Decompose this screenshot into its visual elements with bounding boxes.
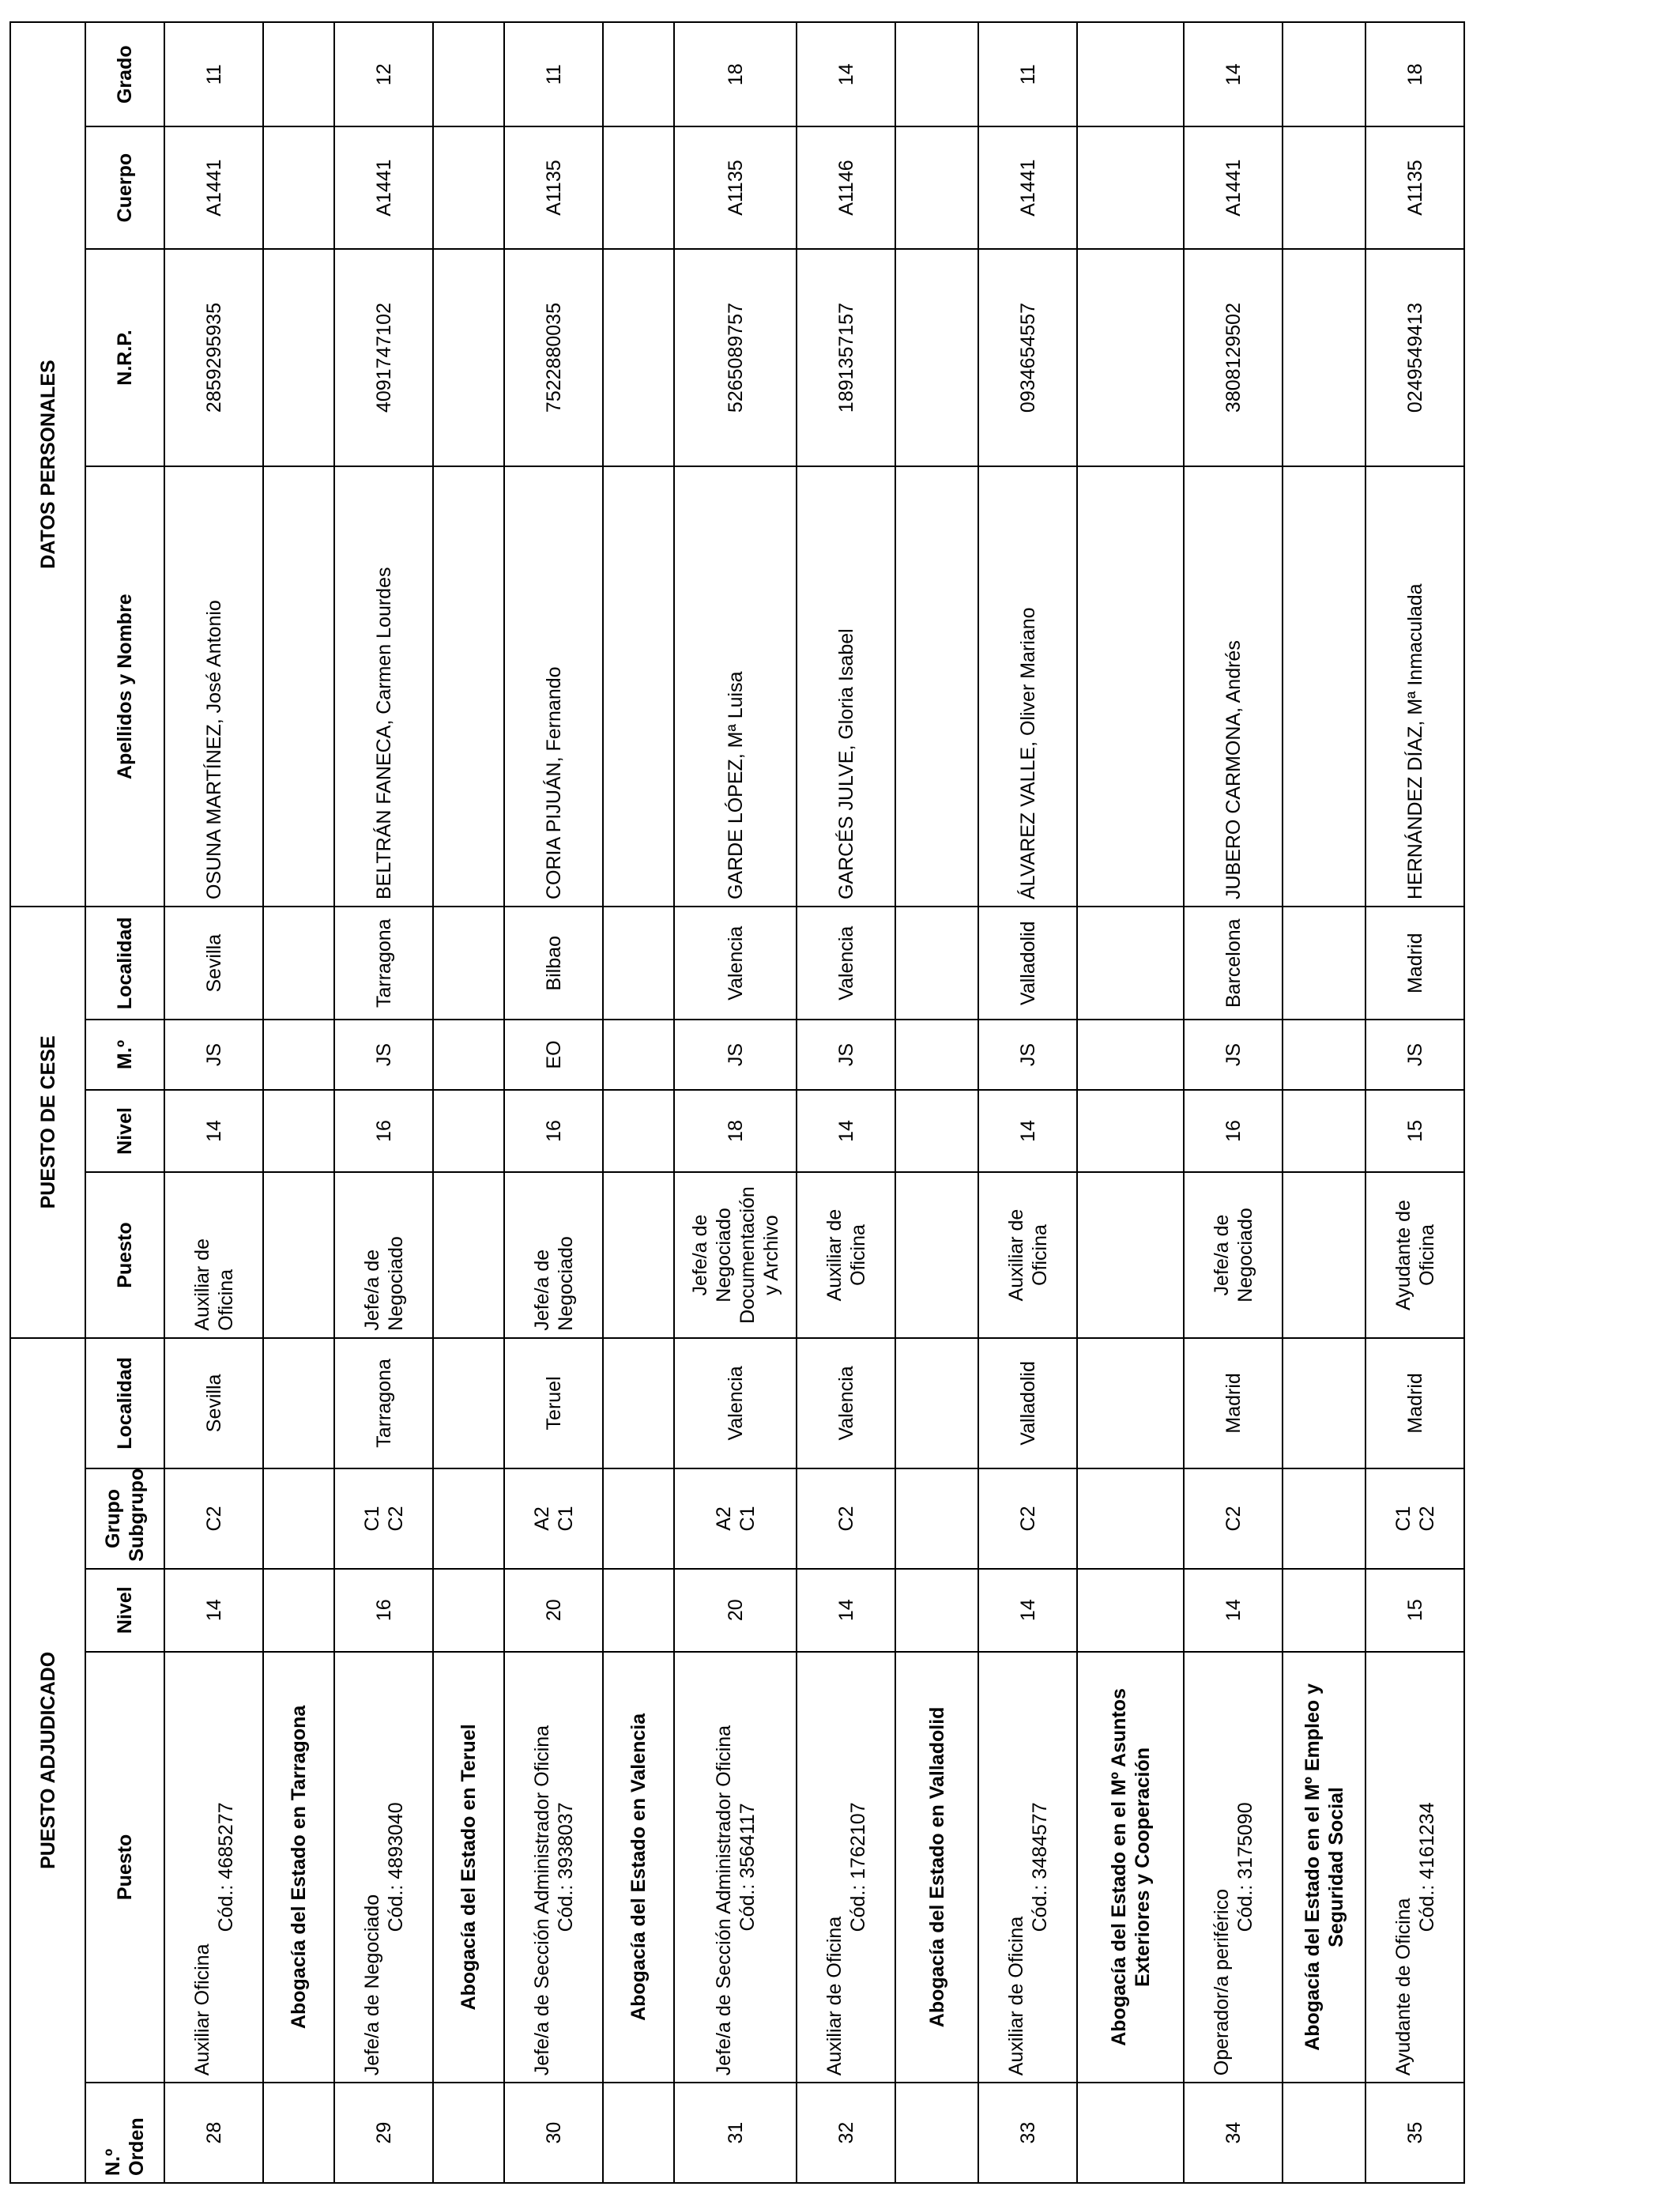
puesto-name: Ayudante de Oficina <box>1392 1898 1414 2076</box>
cese-localidad-cell: Bilbao <box>504 907 603 1020</box>
grupo-2: C1 <box>554 1506 577 1532</box>
cese-nivel-cell: 16 <box>504 1090 603 1173</box>
nrp-cell: 0249549413 <box>1365 249 1464 467</box>
grado-cell: 11 <box>978 22 1077 126</box>
org-row <box>895 22 978 2183</box>
cese-puesto-cell: Jefe/a de Negociado Documentación y Archivo <box>674 1172 797 1337</box>
puesto-name: Auxiliar Oficina <box>190 1943 213 2076</box>
localidad-cell: Madrid <box>1184 1338 1283 1468</box>
header-puesto: Puesto <box>85 1652 164 2083</box>
rotated-page <box>9 21 1438 2184</box>
org-title: Abogacía del Estado en Tarragona <box>263 1652 334 2083</box>
header-localidad: Localidad <box>85 1338 164 1468</box>
puesto-cell <box>1184 1652 1283 2083</box>
org-title: Abogacía del Estado en Teruel <box>433 1652 504 2083</box>
cese-m-cell: EO <box>504 1020 603 1089</box>
nivel-cell: 20 <box>674 1569 797 1652</box>
puesto-cell <box>978 1652 1077 2083</box>
grupo-cell <box>504 1468 603 1569</box>
cese-localidad-cell: Sevilla <box>164 907 263 1020</box>
cese-puesto-cell: Auxiliar de Oficina <box>978 1172 1077 1337</box>
grado-cell: 14 <box>1184 22 1283 126</box>
nrp-cell: 1891357157 <box>797 249 895 467</box>
cese-nivel-cell: 15 <box>1365 1090 1464 1173</box>
orden-cell: 33 <box>978 2083 1077 2183</box>
orden-cell: 35 <box>1365 2083 1464 2183</box>
header-nombre: Apellidos y Nombre <box>85 466 164 907</box>
grupo-cell <box>797 1468 895 1569</box>
cese-m-cell: JS <box>164 1020 263 1089</box>
nombre-cell: HERNÁNDEZ DÍAZ, Mª Inmaculada <box>1365 466 1464 907</box>
nrp-cell: 7522880035 <box>504 249 603 467</box>
cuerpo-cell: A1441 <box>1184 126 1283 248</box>
org-row <box>263 22 334 2183</box>
grupo-2: C2 <box>384 1506 407 1532</box>
puesto-code: Cód.: 4161234 <box>1415 1802 1438 1932</box>
cese-puesto-cell: Jefe/a de Negociado <box>1184 1172 1283 1337</box>
cese-localidad-cell: Tarragona <box>334 907 433 1020</box>
localidad-cell: Valencia <box>797 1338 895 1468</box>
org-title: Abogacía del Estado en el Mº Asuntos Exteriores y Cooperación <box>1077 1652 1184 2083</box>
puesto-cell <box>674 1652 797 2083</box>
nombre-cell: GARDE LÓPEZ, Mª Luisa <box>674 466 797 907</box>
nivel-cell: 14 <box>164 1569 263 1652</box>
cuerpo-cell: A1135 <box>1365 126 1464 248</box>
table-row <box>674 22 797 2183</box>
cese-nivel-cell: 14 <box>978 1090 1077 1173</box>
header-cese-puesto: Puesto <box>85 1172 164 1337</box>
cuerpo-cell: A1135 <box>674 126 797 248</box>
nombre-cell: CORIA PIJUÁN, Fernando <box>504 466 603 907</box>
grupo-2: C2 <box>834 1506 857 1532</box>
localidad-cell: Teruel <box>504 1338 603 1468</box>
puesto-code: Cód.: 3564117 <box>736 1803 759 1932</box>
cuerpo-cell: A1135 <box>504 126 603 248</box>
nrp-cell: 0934654557 <box>978 249 1077 467</box>
org-title: Abogacía del Estado en el Mº Empleo y Seguridad Social <box>1283 1652 1365 2083</box>
nombre-cell: JUBERO CARMONA, Andrés <box>1184 466 1283 907</box>
localidad-cell: Madrid <box>1365 1338 1464 1468</box>
cese-m-cell: JS <box>797 1020 895 1089</box>
cese-localidad-cell: Barcelona <box>1184 907 1283 1020</box>
cese-m-cell: JS <box>674 1020 797 1089</box>
table-row <box>504 22 603 2183</box>
nrp-cell: 3808129502 <box>1184 249 1283 467</box>
grado-cell: 11 <box>164 22 263 126</box>
grado-cell: 18 <box>1365 22 1464 126</box>
nombre-cell: ÁLVAREZ VALLE, Oliver Mariano <box>978 466 1077 907</box>
cese-nivel-cell: 18 <box>674 1090 797 1173</box>
adjudication-table <box>9 21 1465 2184</box>
table-row <box>1365 22 1464 2183</box>
header-puesto-adjudicado: PUESTO ADJUDICADO <box>10 1338 85 2183</box>
header-datos-personales: DATOS PERSONALES <box>10 22 85 907</box>
grupo-1: A2 <box>712 1506 735 1531</box>
puesto-name: Auxiliar de Oficina <box>823 1916 846 2076</box>
puesto-cell <box>504 1652 603 2083</box>
header-puesto-cese: PUESTO DE CESE <box>10 907 85 1338</box>
puesto-name: Auxiliar de Oficina <box>1004 1916 1027 2076</box>
header-cuerpo: Cuerpo <box>85 126 164 248</box>
puesto-name: Jefe/a de Sección Administrador Oficina <box>712 1725 735 2076</box>
nivel-cell: 20 <box>504 1569 603 1652</box>
table-row <box>978 22 1077 2183</box>
grupo-cell <box>674 1468 797 1569</box>
orden-cell: 31 <box>674 2083 797 2183</box>
puesto-name: Jefe/a de Negociado <box>360 1894 383 2076</box>
nivel-cell: 14 <box>1184 1569 1283 1652</box>
table-row <box>164 22 263 2183</box>
grupo-2: C1 <box>736 1506 759 1532</box>
cese-nivel-cell: 16 <box>1184 1090 1283 1173</box>
nombre-cell: BELTRÁN FANECA, Carmen Lourdes <box>334 466 433 907</box>
header-cese-localidad: Localidad <box>85 907 164 1020</box>
nivel-cell: 14 <box>978 1569 1077 1652</box>
table-row <box>797 22 895 2183</box>
header-nrp: N.R.P. <box>85 249 164 467</box>
puesto-cell <box>164 1652 263 2083</box>
nombre-cell: OSUNA MARTÍNEZ, José Antonio <box>164 466 263 907</box>
header-orden: N.º Orden <box>85 2083 164 2183</box>
grupo-1: C1 <box>1392 1506 1414 1532</box>
grado-cell: 12 <box>334 22 433 126</box>
grupo-cell <box>1184 1468 1283 1569</box>
grupo-1: A2 <box>530 1506 553 1531</box>
cese-localidad-cell: Valencia <box>797 907 895 1020</box>
cuerpo-cell: A1441 <box>164 126 263 248</box>
grupo-1: C1 <box>360 1506 383 1532</box>
cese-m-cell: JS <box>1365 1020 1464 1089</box>
orden-cell: 29 <box>334 2083 433 2183</box>
header-grupo: Grupo Subgrupo <box>85 1468 164 1569</box>
puesto-name: Jefe/a de Sección Administrador Oficina <box>530 1725 553 2076</box>
org-title: Abogacía del Estado en Valladolid <box>895 1652 978 2083</box>
cese-m-cell: JS <box>978 1020 1077 1089</box>
cese-puesto-cell: Jefe/a de Negociado <box>504 1172 603 1337</box>
grupo-2: C2 <box>1415 1506 1438 1532</box>
orden-cell: 28 <box>164 2083 263 2183</box>
grupo-cell <box>978 1468 1077 1569</box>
grupo-2: C2 <box>202 1506 225 1532</box>
cuerpo-cell: A1441 <box>334 126 433 248</box>
org-row <box>603 22 674 2183</box>
orden-cell: 32 <box>797 2083 895 2183</box>
header-nivel: Nivel <box>85 1569 164 1652</box>
puesto-code: Cód.: 1762107 <box>846 1802 869 1932</box>
puesto-cell <box>1365 1652 1464 2083</box>
cuerpo-cell: A1146 <box>797 126 895 248</box>
org-title: Abogacía del Estado en Valencia <box>603 1652 674 2083</box>
table-row <box>334 22 433 2183</box>
cese-nivel-cell: 16 <box>334 1090 433 1173</box>
grupo-cell <box>334 1468 433 1569</box>
puesto-code: Cód.: 3175090 <box>1234 1802 1256 1932</box>
cuerpo-cell: A1441 <box>978 126 1077 248</box>
header-cese-nivel: Nivel <box>85 1090 164 1173</box>
localidad-cell: Sevilla <box>164 1338 263 1468</box>
table-row <box>1184 22 1283 2183</box>
cese-m-cell: JS <box>334 1020 433 1089</box>
header-grado: Grado <box>85 22 164 126</box>
puesto-code: Cód.: 3938037 <box>554 1802 577 1932</box>
cese-nivel-cell: 14 <box>797 1090 895 1173</box>
puesto-code: Cód.: 4893040 <box>384 1802 407 1932</box>
grupo-2: C2 <box>1016 1506 1039 1532</box>
grado-cell: 14 <box>797 22 895 126</box>
cese-localidad-cell: Valladolid <box>978 907 1077 1020</box>
nivel-cell: 15 <box>1365 1569 1464 1652</box>
grupo-2: C2 <box>1222 1506 1245 1532</box>
localidad-cell: Valencia <box>674 1338 797 1468</box>
localidad-cell: Valladolid <box>978 1338 1077 1468</box>
cese-localidad-cell: Valencia <box>674 907 797 1020</box>
puesto-name: Operador/a periférico <box>1210 1889 1233 2076</box>
cese-puesto-cell: Ayudante de Oficina <box>1365 1172 1464 1337</box>
grado-cell: 11 <box>504 22 603 126</box>
localidad-cell: Tarragona <box>334 1338 433 1468</box>
nivel-cell: 16 <box>334 1569 433 1652</box>
puesto-code: Cód.: 4685277 <box>214 1802 237 1932</box>
orden-cell: 30 <box>504 2083 603 2183</box>
cese-puesto-cell: Auxiliar de Oficina <box>164 1172 263 1337</box>
cese-localidad-cell: Madrid <box>1365 907 1464 1020</box>
orden-cell: 34 <box>1184 2083 1283 2183</box>
grado-cell: 18 <box>674 22 797 126</box>
cese-m-cell: JS <box>1184 1020 1283 1089</box>
nrp-cell: 4091747102 <box>334 249 433 467</box>
nombre-cell: GARCÉS JULVE, Gloria Isabel <box>797 466 895 907</box>
nrp-cell: 5265089757 <box>674 249 797 467</box>
cese-puesto-cell: Auxiliar de Oficina <box>797 1172 895 1337</box>
grupo-cell <box>1365 1468 1464 1569</box>
cese-nivel-cell: 14 <box>164 1090 263 1173</box>
cese-puesto-cell: Jefe/a de Negociado <box>334 1172 433 1337</box>
org-row <box>1283 22 1365 2183</box>
puesto-cell <box>797 1652 895 2083</box>
grupo-cell <box>164 1468 263 1569</box>
puesto-code: Cód.: 3484577 <box>1028 1802 1051 1932</box>
header-cese-m: M.º <box>85 1020 164 1089</box>
puesto-cell <box>334 1652 433 2083</box>
org-row <box>433 22 504 2183</box>
org-row <box>1077 22 1184 2183</box>
nivel-cell: 14 <box>797 1569 895 1652</box>
nrp-cell: 2859295935 <box>164 249 263 467</box>
